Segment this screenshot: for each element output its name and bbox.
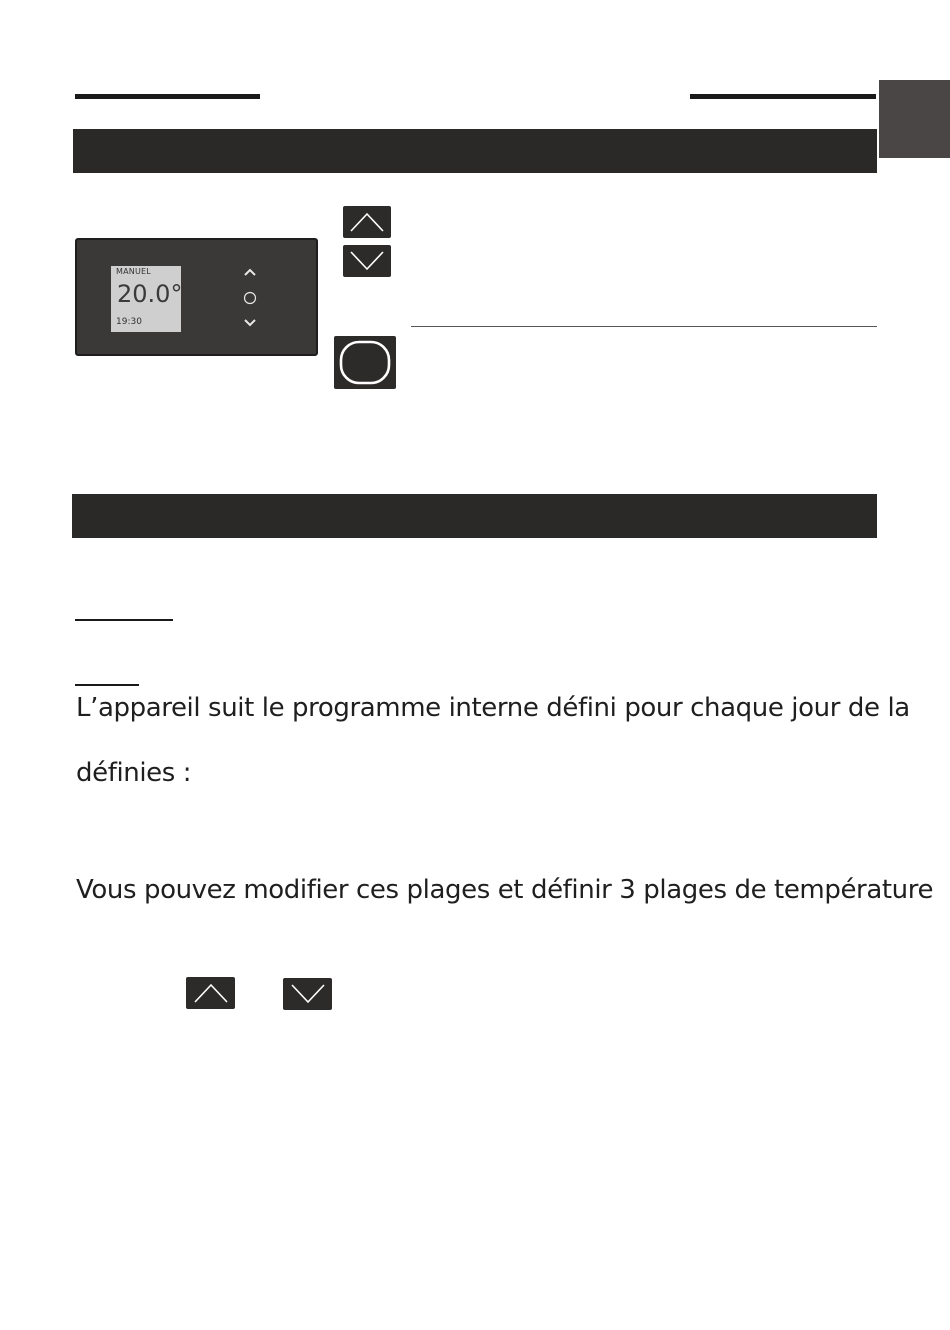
section-header-bar-1 <box>73 129 877 173</box>
down-chevron-icon[interactable] <box>243 317 257 329</box>
ok-circle-icon[interactable] <box>243 291 257 305</box>
ok-key-icon <box>334 336 396 389</box>
inline-up-arrow-key-icon <box>186 977 235 1009</box>
header-rule-right <box>690 94 876 99</box>
screen-temperature: 20.0° <box>117 280 183 308</box>
subheading-underline-1 <box>75 619 173 621</box>
section-header-bar-2 <box>72 494 877 538</box>
thermostat-screen <box>111 266 181 332</box>
header-rule-left <box>75 94 260 99</box>
paragraph-2-line-1: Vous pouvez modifier ces plages et définir 3 plages de température <box>76 875 934 905</box>
divider-line <box>411 326 877 327</box>
screen-mode-label: MANUEL <box>116 267 151 276</box>
up-chevron-icon[interactable] <box>243 266 257 278</box>
side-chapter-tab <box>879 80 950 158</box>
up-arrow-key-icon <box>343 206 391 238</box>
screen-time: 19:30 <box>116 317 142 327</box>
inline-down-arrow-key-icon <box>283 978 332 1010</box>
paragraph-1-line-1: L’appareil suit le programme interne défini pour chaque jour de la <box>76 693 910 723</box>
down-arrow-key-icon <box>343 245 391 277</box>
paragraph-1-line-2: définies : <box>76 758 192 788</box>
thermostat-panel <box>75 238 318 356</box>
subheading-underline-2 <box>75 684 139 686</box>
